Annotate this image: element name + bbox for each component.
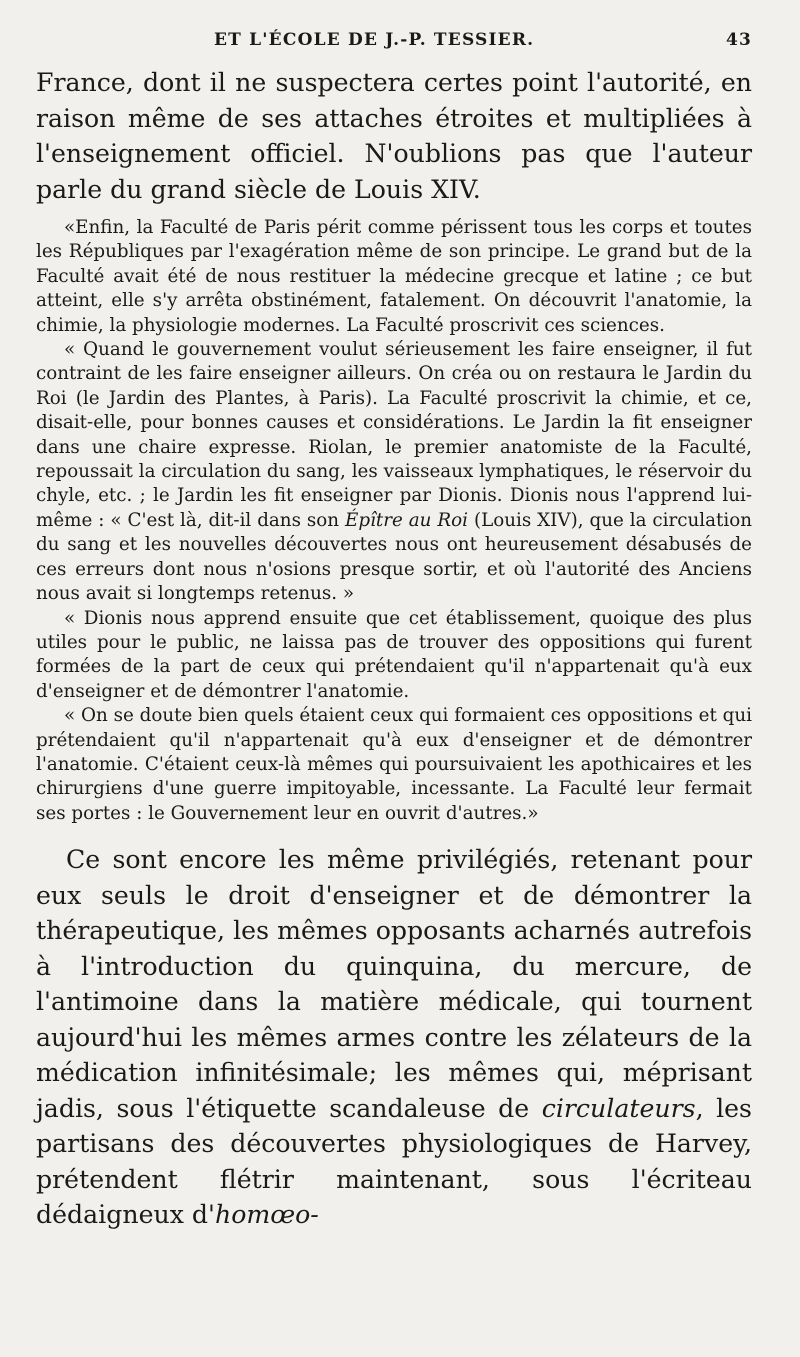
page-number: 43 xyxy=(725,30,752,50)
quote-paragraph-2 xyxy=(36,338,752,606)
quote-2-italic-title: Épître au Roi xyxy=(345,509,468,531)
quote-2-text-a: « Quand le gouvernement voulut sérieusement les faire enseigner, il fut contraint de les faire enseigner ailleurs. On créa ou on restaura le Jardin du Roi (le Jardin des Plantes, à Paris). La Faculté proscrivit la chimie, et ce, disait-elle, pour bonnes causes et considérations. Le Jardin la fit enseigner dans une chaire expresse. Riolan, le premier anatomiste de la Faculté, repoussait la circulation du sang, les vaisseaux lymphatiques, le réservoir du chyle, etc. ; le Jardin les fit enseigner par Dionis. Dionis nous l'apprend lui-même : « C'est là, dit-il dans son xyxy=(36,339,752,531)
running-head xyxy=(36,30,752,60)
quote-2-text-b: (Louis XIV), que la circulation du sang et les nouvelles découvertes nous ont heureusement désabusés de ces erreurs dont nous n'osions presque sortir, et où l'autorité des Anciens nous avait si longtemps retenus. » xyxy=(36,509,752,605)
body-2-italic-homoeo: homœo- xyxy=(214,1200,319,1230)
quote-paragraph-1: «Enfin, la Faculté de Paris périt comme périssent tous les corps et toutes les Républiques par l'exagération même de son principe. Le grand but de la Faculté avait été de nous restituer la médecine grecque et latine ; ce but atteint, elle s'y arrêta obstinément, fatalement. On découvrit l'anatomie, la chimie, la physiologie modernes. La Faculté proscrivit ces sciences. xyxy=(36,217,752,336)
quote-paragraph-3: « Dionis nous apprend ensuite que cet établissement, quoique des plus utiles pour le public, ne laissa pas de trouver des oppositions qui furent formées de la part de ceux qui prétendaient qu'il n'appartenait qu'à eux d'enseigner et de démontrer l'anatomie. xyxy=(36,607,752,702)
body-paragraph-1: France, dont il ne suspectera certes point l'autorité, en raison même de ses attaches étroites et multipliées à l'enseignement officiel. N'oublions pas que l'auteur parle du grand siècle de Louis XIV. xyxy=(36,68,752,204)
body-2-italic-circulateurs: circulateurs xyxy=(541,1093,696,1123)
quote-paragraph-4: « On se doute bien quels étaient ceux qui formaient ces oppositions et qui prétendaient qu'il n'appartenait qu'à eux d'enseigner et de démontrer l'anatomie. C'étaient ceux-là mêmes qui poursuivaient les apothicaires et les chirurgiens d'une guerre impitoyable, incessante. La Faculté leur fermait ses portes : le Gouvernement leur en ouvrit d'autres.» xyxy=(36,705,752,824)
body-paragraph-2 xyxy=(36,842,752,1233)
body-2-text-a: Ce sont encore les même privilégiés, retenant pour eux seuls le droit d'enseigner et de démontrer la thérapeutique, les mêmes opposants acharnés autrefois à l'introduction du quinquina, du mercure, de l'antimoine dans la matière médicale, qui tournent aujourd'hui les mêmes armes contre les zélateurs de la médication infinitésimale; les mêmes qui, méprisant jadis, sous l'étiquette scandaleuse de xyxy=(36,845,752,1123)
body-2-text-b: , les partisans des découvertes physiologiques de Harvey, prétendent flétrir maintenant, sous l'écriteau dédaigneux d' xyxy=(36,1093,752,1230)
running-title: ET L'ÉCOLE DE J.-P. TESSIER. xyxy=(214,30,535,50)
